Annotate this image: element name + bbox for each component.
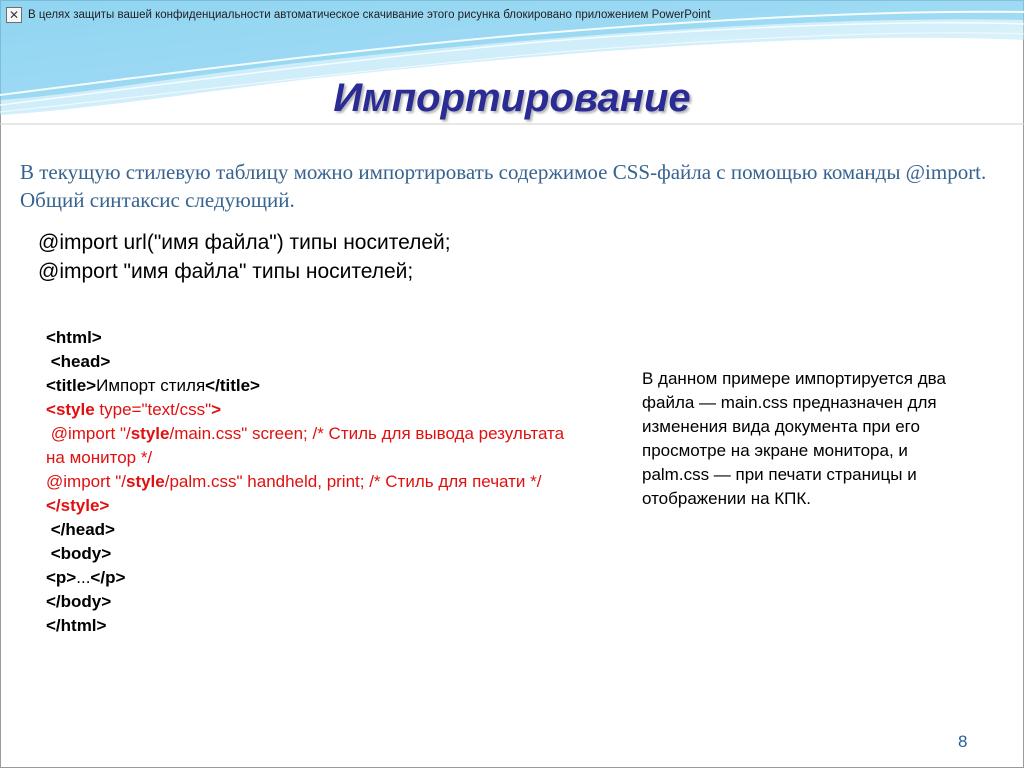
code-example [46, 326, 569, 638]
code-line: @import "/style/palm.css" handheld, print; /* Стиль для печати */ [46, 472, 542, 491]
code-line: <p>...</p> [46, 568, 126, 587]
syntax-line-url: @import url("имя файла") типы носителей; [38, 231, 451, 254]
code-line: <style type="text/css"> [46, 400, 222, 419]
code-line: <head> [46, 352, 111, 371]
syntax-line-string: @import "имя файла" типы носителей; [38, 260, 414, 283]
blocked-image-text: В целях защиты вашей конфиденциальности автоматическое скачивание этого рисунка блокировано приложением PowerPoint [28, 9, 711, 21]
code-line: </html> [46, 616, 107, 635]
code-line: <body> [46, 544, 112, 563]
slide-title: Импортирование [333, 76, 691, 120]
code-line: </body> [46, 592, 112, 611]
broken-image-icon: ✕ [6, 7, 22, 23]
explanation-note: В данном примере импортируется два файла — main.css предназначен для изменения вида документа при его просмотре на экране монитора, и palm.css — при печати страницы и отображении на КПК. [642, 369, 946, 508]
code-line: <html> [46, 328, 102, 347]
code-line: </head> [46, 520, 115, 539]
code-line: @import "/style/main.css" screen; /* Стиль для вывода результата на монитор */ [46, 424, 569, 467]
blocked-image-notice [6, 4, 710, 26]
intro-paragraph: В текущую стилевую таблицу можно импортировать содержимое CSS-файла с помощью команды @import. Общий синтаксис следующий. [20, 160, 987, 212]
page-number: 8 [958, 732, 968, 751]
code-line: <title>Импорт стиля</title> [46, 376, 260, 395]
code-line: </style> [46, 496, 110, 515]
syntax-block [38, 228, 451, 286]
